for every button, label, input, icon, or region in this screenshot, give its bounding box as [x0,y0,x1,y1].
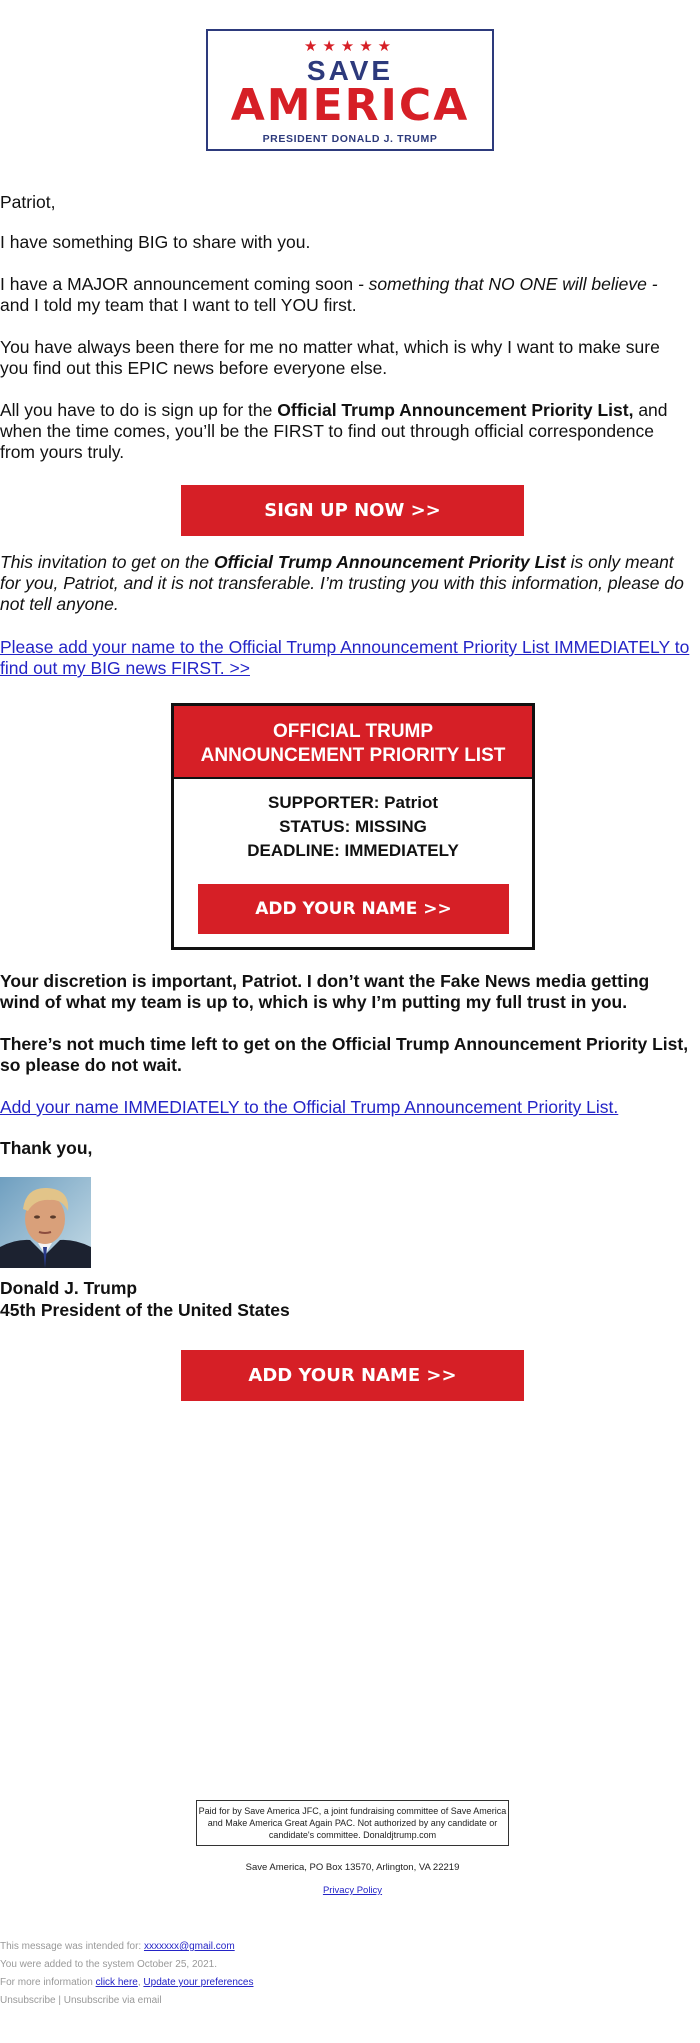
added-date-line: You were added to the system October 25, 2021. [0,1959,217,1970]
logo-subtitle: PRESIDENT DONALD J. TRUMP [262,133,438,145]
deadline-field: DEADLINE: IMMEDIATELY [247,841,459,860]
unsubscribe-link[interactable]: Unsubscribe [0,1995,56,2006]
paid-for-disclaimer: Paid for by Save America JFC, a joint fundraising committee of Save America and Make America Great Again PAC. Not authorized by any candidate or candidate's committee. Donaldjtrump.com [196,1800,509,1846]
trump-portrait-photo [0,1177,91,1268]
paragraph-6: Your discretion is important, Patriot. I don’t want the Fake News media getting wind of what my team is up to, which is why I’m putting my full trust in you. [0,971,650,1012]
add-your-name-link[interactable]: Add your name IMMEDIATELY to the Official Trump Announcement Priority List. [0,1097,619,1117]
logo-stars: ★★★★★ [303,38,397,55]
signature-title: 45th President of the United States [0,1300,290,1320]
logo-save-text: SAVE [306,55,394,86]
bottom-add-your-name-button[interactable]: ADD YOUR NAME >> [181,1350,524,1401]
card-add-your-name-button[interactable]: ADD YOUR NAME >> [198,884,509,934]
priority-list-link[interactable]: Please add your name to the Official Trump Announcement Priority List IMMEDIATELY to find out my BIG news FIRST. >> [0,637,690,678]
intended-for-line: This message was intended for: xxxxxxx@gmail.com [0,1941,235,1952]
paragraph-7: There’s not much time left to get on the Official Trump Announcement Priority List, so please do not wait. [0,1034,689,1075]
more-info-line: For more information click here, Update your preferences [0,1977,254,1988]
unsubscribe-line: Unsubscribe | Unsubscribe via email [0,1995,162,2006]
greeting: Patriot, [0,192,56,212]
recipient-email-link[interactable]: xxxxxxx@gmail.com [143,1941,235,1952]
signature-name: Donald J. Trump [0,1278,138,1298]
card-heading [174,706,532,779]
paragraph-4: All you have to do is sign up for the Official Trump Announcement Priority List, and when the time comes, you’ll be the FIRST to find out through official correspondence from yours truly. [0,400,668,462]
sign-up-now-button[interactable]: SIGN UP NOW >> [181,485,524,536]
mailing-address: Save America, PO Box 13570, Arlington, VA 22219 [245,1862,460,1873]
paragraph-5: This invitation to get on the Official Trump Announcement Priority List is only meant for you, Patriot, and it is not transferable. I’m trusting you with this information, please do not tell anyone. [0,552,684,614]
status-field: STATUS: MISSING [279,817,427,836]
sign-off: Thank you, [0,1138,93,1158]
priority-list-card [171,703,535,950]
logo-america-text: AMERICA [230,80,470,131]
click-here-link[interactable]: click here [95,1977,138,1988]
paragraph-1: I have something BIG to share with you. [0,232,311,252]
save-america-logo [206,29,494,151]
privacy-policy-link[interactable]: Privacy Policy [322,1885,383,1896]
update-preferences-link[interactable]: Update your preferences [143,1977,254,1988]
unsubscribe-email-link[interactable]: Unsubscribe via email [63,1995,162,2006]
supporter-field: SUPPORTER: Patriot [267,793,439,812]
paragraph-2: I have a MAJOR announcement coming soon - something that NO ONE will believe - and I told my team that I want to tell YOU first. [0,274,658,315]
card-heading-line2: ANNOUNCEMENT PRIORITY LIST [200,745,506,766]
paragraph-3: You have always been there for me no matter what, which is why I want to make sure you find out this EPIC news before everyone else. [0,337,660,378]
card-heading-line1: OFFICIAL TRUMP [272,721,434,742]
